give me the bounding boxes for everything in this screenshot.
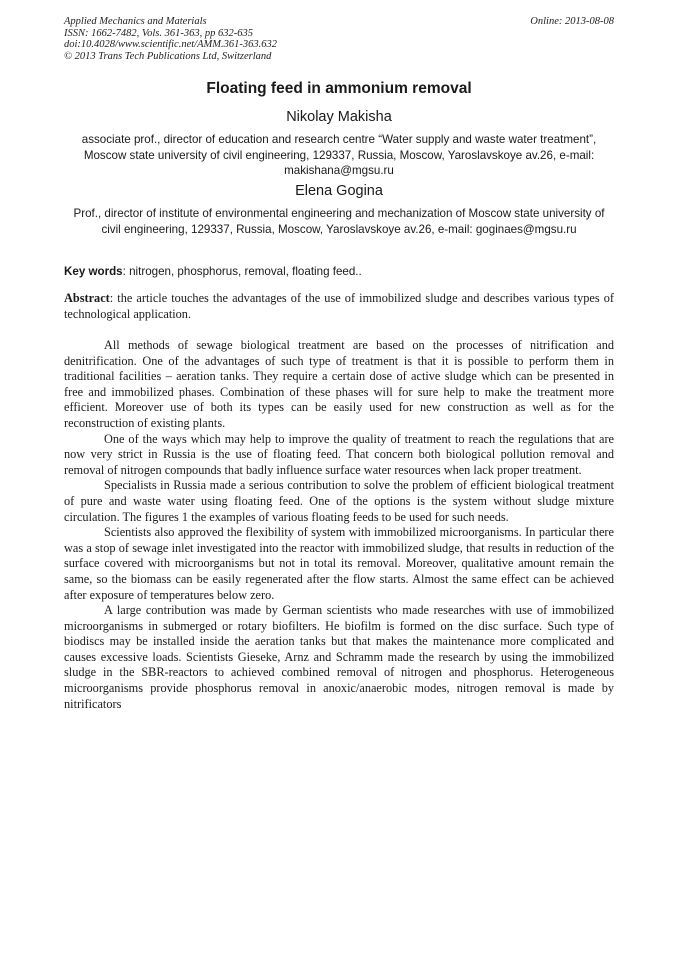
doi-line: doi:10.4028/www.scientific.net/AMM.361-363.632 — [64, 39, 277, 50]
body-paragraph: One of the ways which may help to improve the quality of treatment to reach the regulations that are now very strict in Russia is the use of floating feed. That concern both biological pollution removal and removal of nitrogen compounds that badly influence surface water resources when lack proper treatment. — [64, 431, 614, 477]
journal-name: Applied Mechanics and Materials — [64, 16, 207, 27]
keywords-label: Key words — [64, 265, 123, 278]
keywords — [64, 264, 614, 279]
author-affiliation-1: associate prof., director of education and research centre “Water supply and waste water treatment”, Moscow state university of civil engineering, 129337, Russia, Moscow, Yaroslavskoye av.26, e-mail: makishana@mgsu.ru — [81, 133, 597, 177]
body-paragraph: Scientists also approved the flexibility of system with immobilized microorganisms. In particular there was a stop of sewage inlet investigated into the reactor with immobilized sludge, that results in reduction of the surface covered with microorganisms but not in total its removal. Moreover, qualitative amount remain the same, so the biomass can be easily regenerated after the flow starts. Almost the same effect can be achieved after exposure of temperatures below zero. — [64, 525, 614, 602]
author-affiliation-2: Prof., director of institute of environmental engineering and mechanization of Moscow state university of civil engineering, 129337, Russia, Moscow, Yaroslavskoye av.26, e-mail: goginaes@mgsu.ru — [73, 207, 605, 236]
body-text — [64, 338, 614, 712]
author-name-2: Elena Gogina — [295, 183, 383, 199]
copyright-line: © 2013 Trans Tech Publications Ltd, Switzerland — [64, 50, 272, 62]
body-paragraph: All methods of sewage biological treatment are based on the processes of nitrification and denitrification. One of the advantages of such type of treatment is that it is possible to perform them in traditional facilities – aeration tanks. They require a certain dose of active sludge which can be presented in free and immobilized phases. Combination of these phases will for sure help to make the treatment more efficient. Moreover use of both its types can be easily used for new construction as well as for the reconstruction of existing plants. — [64, 338, 614, 430]
issn-line: ISSN: 1662-7482, Vols. 361-363, pp 632-635 — [64, 27, 253, 39]
abstract — [64, 291, 614, 322]
abstract-label: Abstract — [64, 291, 110, 305]
body-paragraph: A large contribution was made by German scientists who made researches with use of immobilized microorganisms in submerged or rotary biofilters. He biofilm is formed on the disc surface. Such type of biodiscs may be installed inside the aeration tanks but that makes the maintenance more complicated and causes excessive loads. Scientists Gieseke, Arnz and Schramm made the research by using the immobilized sludge in the SBR-reactors to achieved combined removal of nitrogen and phosphorus. Heterogeneous microorganisms provide phosphorus removal in anoxic/anaerobic modes, nitrogen removal is made by nitrificators — [64, 603, 614, 711]
journal-header — [64, 16, 616, 62]
online-date: Online: 2013-08-08 — [530, 16, 614, 27]
abstract-text: : the article touches the advantages of the use of immobilized sludge and describes various types of technological application. — [64, 291, 614, 321]
paper-title: Floating feed in ammonium removal — [206, 80, 472, 97]
body-paragraph: Specialists in Russia made a serious contribution to solve the problem of efficient biological treatment of pure and waste water using floating feed. One of the options is the system without sludge mixture circulation. The figures 1 the examples of various floating feeds to be used for such needs. — [64, 478, 614, 524]
author-name-1: Nikolay Makisha — [286, 109, 392, 125]
keywords-text: : nitrogen, phosphorus, removal, floating feed.. — [122, 265, 362, 278]
